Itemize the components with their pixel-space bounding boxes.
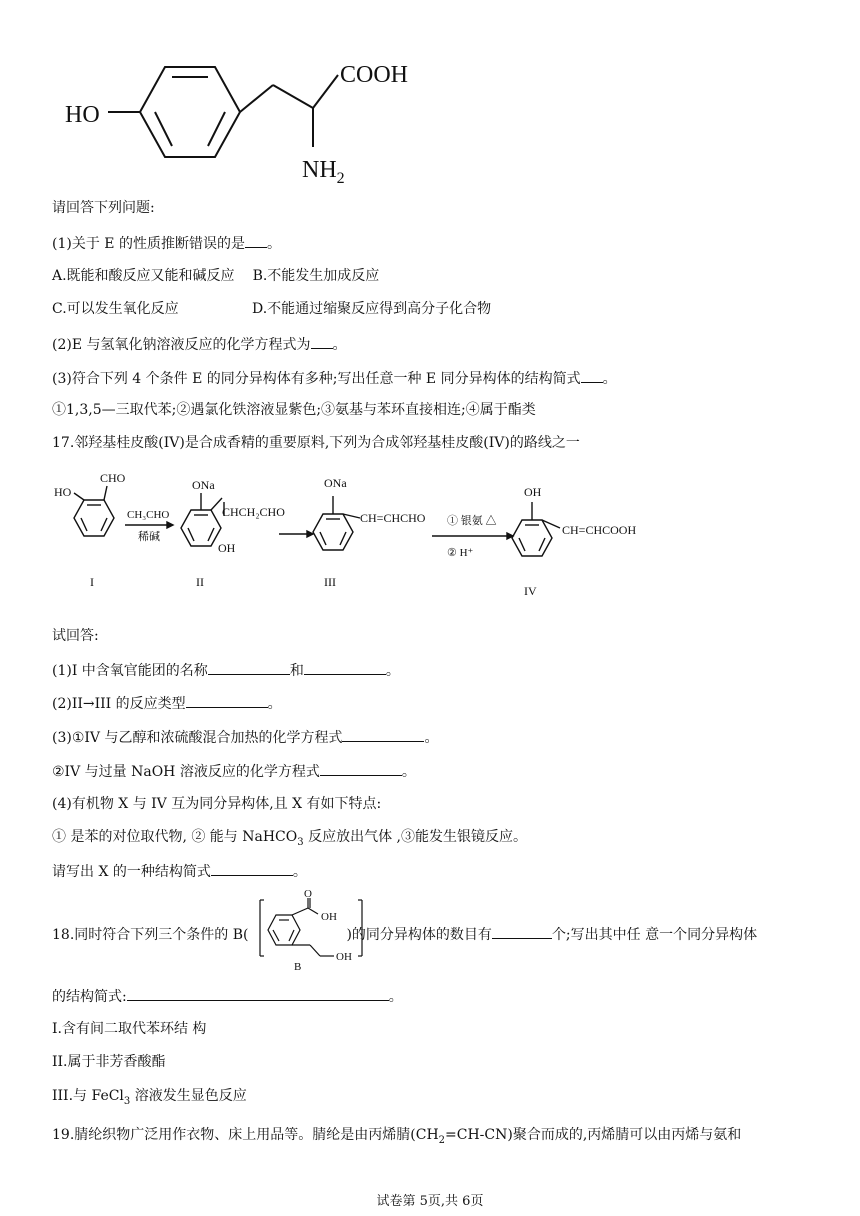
tyrosine-structure xyxy=(60,52,440,187)
nh2-label: $NH_2$ xyxy=(302,157,345,187)
III-ona: ONa xyxy=(324,476,347,490)
q16-options-cd: C.可以发生氧化反应 D.不能通过缩聚反应得到高分子化合物 xyxy=(52,301,492,317)
I-ho: HO xyxy=(54,485,72,499)
q18-cond2: II.属于非芳香酸酯 xyxy=(52,1054,166,1070)
b-o: O xyxy=(304,888,312,900)
II-label: II xyxy=(196,575,204,589)
q18-stem: 18.同时符合下列三个条件的 B( )的同分异构体的数目有 个;写出其中任 意一个同分异构体 xyxy=(52,924,757,944)
reagent2-bottom: ② H⁺ xyxy=(447,547,474,559)
IV-label: IV xyxy=(524,584,537,598)
q19-stem: 19.腈纶织物广泛用作衣物、床上用品等。腈纶是由丙烯腈$(CH_2=CH-CN)$聚合而成的,丙烯腈可以由丙烯与氨和 xyxy=(52,1127,742,1146)
q16-options-ab: A.既能和酸反应又能和碱反应 B.不能发生加成反应 xyxy=(52,268,380,284)
q16-conditions: ①1,3,5—三取代苯;②遇氯化铁溶液显紫色;③氨基与苯环直接相连;④属于酯类 xyxy=(52,402,536,418)
b-oh: OH xyxy=(321,911,337,923)
II-ona: ONa xyxy=(192,478,215,492)
q18-line2: 的结构简式: 。 xyxy=(52,986,403,1006)
ho-label: HO xyxy=(65,102,100,128)
compound-b-structure xyxy=(258,888,368,973)
q17-sub3b: ②IV 与过量 NaOH 溶液反应的化学方程式 。 xyxy=(52,761,416,781)
q17-sub3a: (3)①IV 与乙醇和浓硫酸混合加热的化学方程式 。 xyxy=(52,727,438,747)
III-chain: CH=CHCHO xyxy=(360,511,426,525)
q16-prompt: 请回答下列问题: xyxy=(52,200,155,216)
q16-sub1: (1)关于 E 的性质推断错误的是 。 xyxy=(52,233,281,253)
II-chain: CHCH₂CHO xyxy=(222,505,285,519)
q17-sub4: (4)有机物 X 与 IV 互为同分异构体,且 X 有如下特点: xyxy=(52,796,382,812)
cooh-label: COOH xyxy=(340,62,409,88)
reagent1-bottom: 稀碱 xyxy=(138,531,160,543)
I-cho: CHO xyxy=(100,471,126,485)
q17-sub1: (1)I 中含氧官能团的名称 和 。 xyxy=(52,660,400,680)
I-label: I xyxy=(90,575,94,589)
q18-cond1: I.含有间二取代苯环结 构 xyxy=(52,1021,207,1037)
q17-prompt: 试回答: xyxy=(52,628,99,644)
b-oh2: OH xyxy=(336,951,352,963)
q16-sub2: (2)E 与氢氧化钠溶液反应的化学方程式为 。 xyxy=(52,334,347,354)
q17-title: 17.邻羟基桂皮酸(IV)是合成香精的重要原料,下列为合成邻羟基桂皮酸(IV)的路线之一 xyxy=(52,435,580,451)
q17-ask: 请写出 X 的一种结构简式 。 xyxy=(52,861,307,881)
q17-features: ① 是苯的对位取代物, ② 能与 NaHCO$_3$ 反应放出气体 ,③能发生银镜反应。 xyxy=(52,829,527,848)
q16-sub3: (3)符合下列 4 个条件 E 的同分异构体有多种;写出任意一种 E 同分异构体的结构简式 。 xyxy=(52,368,617,388)
q17-sub2: (2)II→III 的反应类型 。 xyxy=(52,693,282,713)
reagent1-top: CH₃CHO xyxy=(127,509,170,521)
reaction-scheme xyxy=(52,458,652,608)
III-label: III xyxy=(324,575,336,589)
IV-oh: OH xyxy=(524,485,542,499)
reagent2-top: ① 银氨 △ xyxy=(447,515,497,527)
b-label: B xyxy=(294,961,302,973)
q18-cond3: III.与 FeCl$_3$ 溶液发生显色反应 xyxy=(52,1088,247,1107)
II-oh: OH xyxy=(218,541,236,555)
page-footer: 试卷第 5页,共 6页 xyxy=(376,1194,484,1209)
IV-chain: CH=CHCOOH xyxy=(562,523,637,537)
